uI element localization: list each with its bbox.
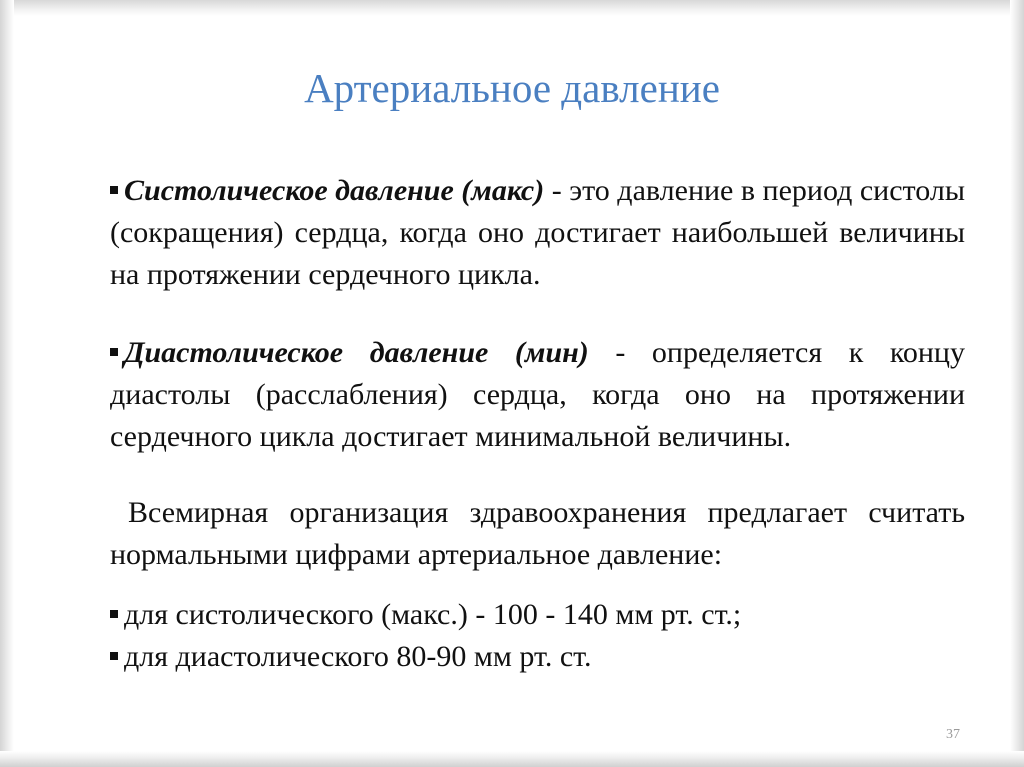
diastolic-term: Диастолическое давление (мин)	[124, 336, 589, 369]
slide-frame-bottom	[0, 751, 1024, 767]
who-statement: Всемирная организация здравоохранения предлагает считать нормальными цифрами артериальное давление:	[110, 496, 965, 571]
systolic-term: Систолическое давление (макс)	[124, 174, 545, 207]
diastolic-paragraph	[110, 332, 965, 458]
systolic-definition: - это давление в период систолы (сокращения) сердца, когда оно достигает наибольшей величины на протяжении сердечного цикла.	[110, 174, 965, 291]
square-bullet-icon	[110, 610, 118, 618]
slide-frame-left	[0, 0, 14, 767]
list-item	[110, 636, 965, 678]
slide-frame-right	[1010, 0, 1024, 767]
diastolic-definition: - определяется к концу диастолы (расслабления) сердца, когда оно на протяжении сердечного цикла достигает минимальной величины.	[110, 336, 965, 453]
slide-frame-top	[0, 0, 1024, 16]
square-bullet-icon	[110, 348, 118, 356]
norm-diastolic: для диастолического 80-90 мм рт. ст.	[124, 640, 592, 673]
square-bullet-icon	[110, 652, 118, 660]
norms-list	[110, 594, 965, 678]
page-number: 37	[946, 727, 960, 742]
list-item	[110, 594, 965, 636]
systolic-paragraph	[110, 170, 965, 296]
slide-title: Артериальное давление	[304, 65, 720, 111]
square-bullet-icon	[110, 186, 118, 194]
norm-systolic: для систолического (макс.) - 100 - 140 мм рт. ст.;	[124, 598, 742, 631]
slide-body	[110, 170, 965, 678]
